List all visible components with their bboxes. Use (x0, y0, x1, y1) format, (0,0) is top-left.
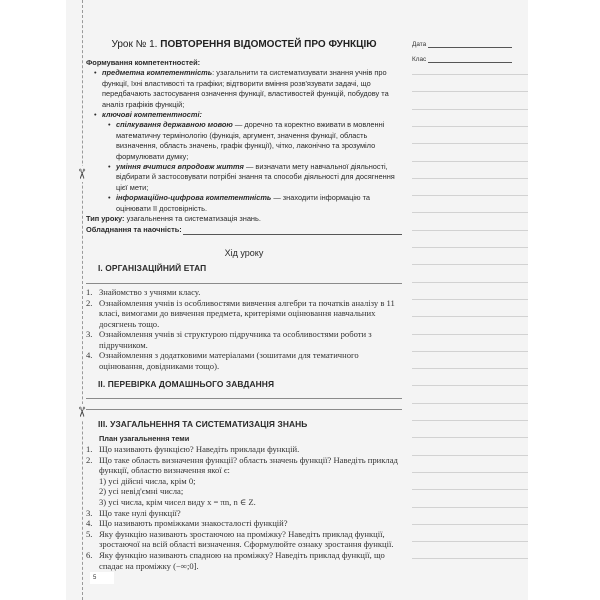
section-1-title: I. ОРГАНІЗАЦІЙНИЙ ЕТАП (98, 262, 207, 273)
notes-margin (406, 0, 528, 600)
item-number: 5. (86, 528, 93, 539)
homework-fill-line[interactable] (86, 409, 402, 410)
plan-heading: План узагальнення теми (99, 433, 190, 443)
note-line (412, 385, 528, 386)
competency-subject (94, 68, 402, 110)
workbook-page (66, 0, 528, 600)
note-line (412, 524, 528, 525)
item-number: 1. (86, 286, 93, 297)
note-line (412, 91, 528, 92)
item-number: 3. (86, 329, 93, 340)
item-text: Знайомство з учнями класу. (99, 286, 201, 297)
note-line (412, 507, 528, 508)
scissors-icon: ✂ (74, 166, 90, 182)
item-number: 2. (86, 297, 93, 308)
item-text: Яку функцію називають спадною на проміжку? Наведіть приклад функції, що спадає на проміжку (−∞;0]. (99, 550, 385, 571)
note-line (412, 437, 528, 438)
lesson-title-text: ПОВТОРЕННЯ ВІДОМОСТЕЙ ПРО ФУНКЦІЮ (160, 39, 377, 50)
item-text: Ознайомлення учнів із особливостями вивчення алгебри та початків аналізу в 11 класі, вимогами до вивчення предмета, критеріями оцінювання навчальних досягнень тощо. (99, 297, 395, 329)
key-competency-label: інформаційно-цифрова компетентність (116, 193, 272, 203)
item-text: Ознайомлення з додатковими матеріалами (зошитами для тематичного оцінювання, довідниками тощо). (99, 350, 359, 372)
item-number: 3. (86, 507, 93, 518)
item-number: 4. (86, 350, 93, 361)
list-item (86, 455, 402, 476)
item-number: 2. (86, 454, 93, 465)
class-field[interactable] (412, 55, 512, 63)
item-text: Що таке нулі функції? (99, 507, 181, 518)
note-line (412, 334, 528, 335)
list-item (86, 298, 402, 330)
competencies-heading: Формування компетентностей: (86, 58, 201, 67)
list-item (86, 287, 402, 298)
competency-label: ключові компетентності: (102, 110, 202, 120)
lesson-title (86, 38, 402, 52)
key-competency-label: уміння вчитися впродовж життя (116, 162, 244, 172)
item-text: Що таке область визначення функції? область значень функції? Наведіть приклад функції, областю визначення якої є: (99, 454, 398, 476)
equipment-fill-line[interactable] (183, 226, 402, 235)
key-competency-text: — доречно та коректно вживати в мовленні математичну термінологію (функція, аргумент, значення функції, область визначення, область значень, графік функції), чітко, лаконічно та зрозуміло формулювати думку; (116, 120, 385, 161)
item-text: Що називають проміжками знакосталості функцій? (99, 518, 288, 529)
item-text: Ознайомлення учнів зі структурою підручника та особливостями роботи з підручником. (99, 329, 372, 350)
lesson-type-label: Тип уроку: (86, 214, 125, 224)
key-competency-text: — визначати мету навчальної діяльності, відбирати й застосовувати потрібні знання та способи діяльності для досягнення цієї мети; (116, 162, 395, 192)
section-2-title: II. ПЕРЕВІРКА ДОМАШНЬОГО ЗАВДАННЯ (98, 378, 275, 389)
note-line (412, 143, 528, 144)
item-text: Яку функцію називають зростаючою на проміжку? Наведіть приклад функції, зростаючої на всій області визначення. Сформулюйте ознаку зростання функції. (99, 528, 394, 550)
note-line (412, 351, 528, 352)
key-competencies-list (102, 120, 402, 214)
page-number: 5 (90, 572, 114, 584)
note-line (412, 455, 528, 456)
note-line (412, 299, 528, 300)
date-fill-line[interactable] (428, 40, 512, 48)
competency-text: : узагальнити та систематизувати знання учнів про функції, їхні властивості та графіки; відтворити вміння розв'язувати задачі, що передбачають застосування означення функції, властивостей функцій, побудову та аналіз графіків функцій; (102, 68, 389, 109)
date-field[interactable] (412, 40, 512, 48)
note-line (412, 558, 528, 559)
note-line (412, 178, 528, 179)
key-competency-label: спілкування державною мовою (116, 120, 233, 130)
scissors-icon: ✂ (74, 404, 90, 420)
list-item (86, 350, 402, 371)
list-item (86, 529, 402, 550)
note-line (412, 230, 528, 231)
equipment-label: Обладнання та наочність: (86, 224, 182, 234)
note-line (412, 212, 528, 213)
class-fill-line[interactable] (428, 55, 512, 63)
equipment-row (86, 225, 402, 235)
homework-fill-line[interactable] (86, 398, 402, 399)
section-1-list (86, 287, 402, 372)
note-line (412, 472, 528, 473)
list-item (86, 550, 402, 571)
note-line (412, 247, 528, 248)
competencies-list (86, 68, 402, 214)
item-text: Що називають функцією? Наведіть приклади функцій. (99, 444, 300, 455)
competency-key (94, 110, 402, 214)
note-line (412, 316, 528, 317)
sub-item: 1) усі дійсні числа, крім 0; (99, 475, 196, 486)
note-line (412, 161, 528, 162)
key-competency-item (108, 162, 402, 193)
note-line (412, 74, 528, 75)
key-competency-text: — знаходити інформацію та оцінювати її достовірність. (116, 193, 371, 213)
course-heading: Хід уроку (224, 247, 264, 258)
date-label: Дата (412, 41, 427, 48)
list-item (86, 508, 402, 519)
note-line (412, 368, 528, 369)
note-line (412, 403, 528, 404)
sub-item: 2) усі невід'ємні числа; (99, 486, 184, 497)
note-line (412, 489, 528, 490)
item-number: 6. (86, 550, 93, 560)
note-line (412, 541, 528, 542)
competency-label: предметна компетентність (102, 68, 213, 78)
lesson-type-value: узагальнення та систематизація знань. (124, 214, 261, 224)
note-line (412, 282, 528, 283)
list-item (86, 444, 402, 455)
note-line (412, 264, 528, 265)
list-item (86, 518, 402, 529)
list-item (86, 329, 402, 350)
lesson-content (86, 38, 402, 571)
plan-list (86, 444, 402, 571)
dashed-cut-line (82, 0, 83, 600)
note-line (412, 109, 528, 110)
key-competency-item (108, 120, 402, 162)
note-line (412, 420, 528, 421)
lesson-type (86, 214, 402, 224)
item-number: 1. (86, 444, 93, 455)
lesson-number: Урок № 1. (111, 39, 158, 50)
note-line (412, 195, 528, 196)
section-1-rule (86, 283, 402, 284)
item-number: 4. (86, 518, 93, 529)
section-3-title: III. УЗАГАЛЬНЕННЯ ТА СИСТЕМАТИЗАЦІЯ ЗНАНЬ (98, 418, 308, 429)
class-label: Клас (412, 56, 427, 63)
sub-item: 3) усі числа, крім чисел виду x = πn, n ∈ Z. (99, 497, 256, 508)
note-line (412, 126, 528, 127)
key-competency-item (108, 193, 402, 214)
